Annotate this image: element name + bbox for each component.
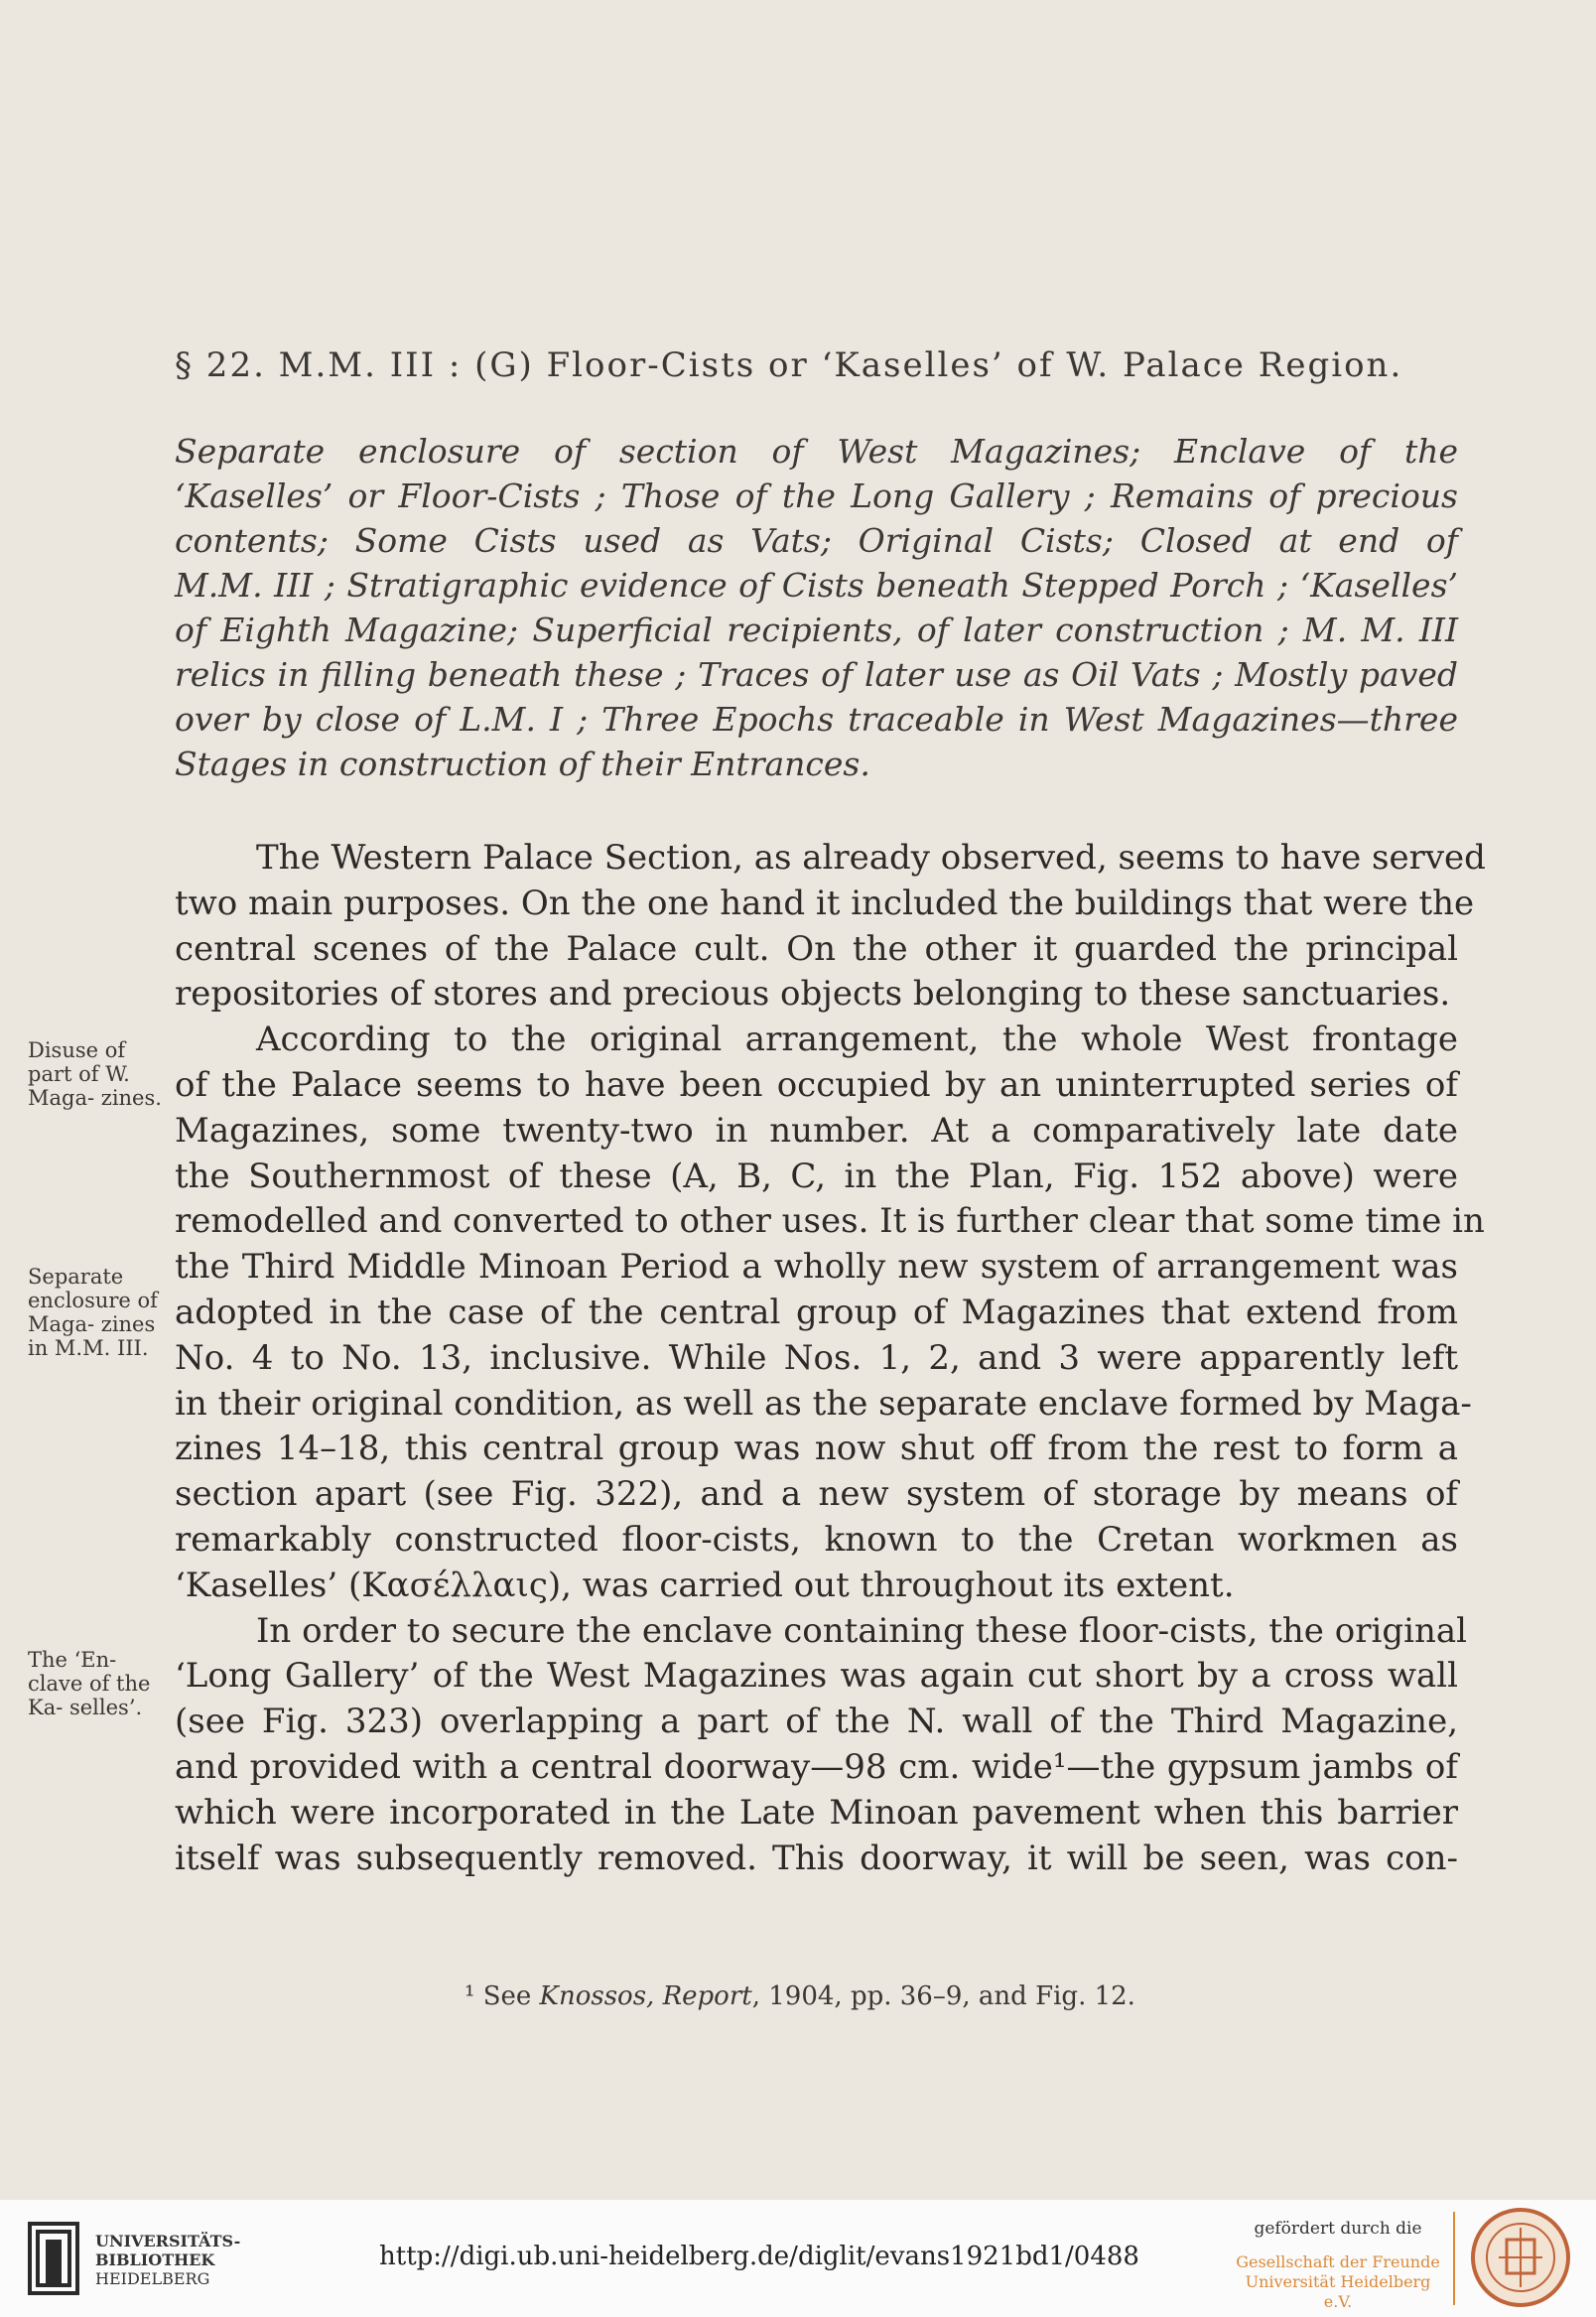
body-line: adopted in the case of the central group of Magazines that extend from [175,1292,1458,1332]
body-line: Magazines, some twenty-two in number. At a comparatively late date [175,1110,1458,1151]
body-line: ‘Kaselles’ (Κασέλλαις), was carried out throughout its extent. [175,1565,1235,1605]
body-line: the Third Middle Minoan Period a wholly new system of arrangement was [175,1247,1458,1288]
body-line: zines 14–18, this central group was now shut off from the rest to form a [175,1429,1458,1469]
footnote-prefix: ¹ See [465,1981,540,2011]
summary-line: M.M. III ; Stratigraphic evidence of Cists beneath Stepped Porch ; ‘Kaselles’ [175,566,1458,605]
margin-note: The ‘En- clave of the Ka- selles’. [28,1648,151,1719]
body-line: the Southernmost of these (A, B, C, in the Plan, Fig. 152 above) were [175,1156,1458,1196]
body-line: repositories of stores and precious objects belonging to these sanctuaries. [175,974,1451,1015]
library-name-line: HEIDELBERG [95,2269,210,2288]
library-name-line: UNIVERSITÄTS- [95,2232,241,2250]
summary-line: relics in filling beneath these ; Traces of later use as Oil Vats ; Mostly paved [175,655,1458,694]
body-line: two main purposes. On the one hand it included the buildings that were the [175,883,1475,923]
body-line: remarkably constructed floor-cists, known to the Cretan workmen as [175,1519,1458,1560]
section-summary [175,429,1458,786]
footnote-work: Knossos, Report [539,1981,752,2011]
body-line: which were incorporated in the Late Minoan pavement when this barrier [175,1792,1458,1833]
body-line: (see Fig. 323) overlapping a part of the N. wall of the Third Magazine, [175,1702,1458,1742]
body-line: According to the original arrangement, the whole West frontage [256,1020,1458,1060]
body-line: of the Palace seems to have been occupied by an uninterrupted series of [175,1064,1458,1105]
body-line: itself was subsequently removed. This doorway, it will be seen, was con- [175,1838,1458,1878]
university-seal-icon [1469,2206,1572,2309]
margin-note: Disuse of part of W. Maga- zines. [28,1038,162,1110]
body-line: No. 4 to No. 13, inclusive. While Nos. 1, 2, and 3 were apparently left [175,1337,1458,1378]
margin-note: Separate enclosure of Maga- zines in M.M. III. [28,1265,158,1360]
permalink[interactable]: http://digi.ub.uni-heidelberg.de/diglit/evans1921bd1/0488 [379,2242,1139,2271]
sponsor-block [1229,2219,1447,2312]
sponsor-label: gefördert durch die [1254,2219,1422,2239]
footer-divider [1453,2212,1455,2305]
body-line: The Western Palace Section, as already observed, seems to have served [256,838,1486,878]
body-line: central scenes of the Palace cult. On the other it guarded the principal [175,928,1458,969]
library-logo-icon [24,2220,83,2297]
summary-line: contents; Some Cists used as Vats; Original Cists; Closed at end of [175,521,1458,560]
body-line: section apart (see Fig. 322), and a new system of storage by means of [175,1474,1458,1515]
summary-line: of Eighth Magazine; Superficial recipients, of later construction ; M. M. III [175,611,1458,649]
body-line: in their original condition, as well as the separate enclave formed by Maga- [175,1383,1472,1424]
footnote-rest: , 1904, pp. 36–9, and Fig. 12. [751,1981,1135,2011]
summary-line: ‘Kaselles’ or Floor-Cists ; Those of the Long Gallery ; Remains of precious [175,477,1458,515]
summary-line: Separate enclosure of section of West Magazines; Enclave of the [175,432,1458,471]
summary-line: Stages in construction of their Entrances. [175,745,870,783]
body-text [175,836,1486,1881]
body-line: remodelled and converted to other uses. It is further clear that some time in [175,1201,1485,1242]
body-line: In order to secure the enclave containing these floor-cists, the original [256,1610,1467,1651]
summary-line: over by close of L.M. I ; Three Epochs traceable in West Magazines—three [175,700,1458,739]
footnote [465,1981,1358,2011]
body-line: ‘Long Gallery’ of the West Magazines was again cut short by a cross wall [175,1656,1458,1697]
library-name-line: BIBLIOTHEK [95,2250,215,2269]
section-heading: § 22. M.M. III : (G) Floor-Cists or ‘Kaselles’ of W. Palace Region. [175,345,1403,385]
library-name [95,2232,240,2288]
sponsor-org-line: Universität Heidelberg e.V. [1245,2272,1431,2311]
sponsor-org [1229,2252,1447,2312]
body-line: and provided with a central doorway—98 cm. wide¹—the gypsum jambs of [175,1746,1458,1787]
sponsor-org-line: Gesellschaft der Freunde [1236,2252,1440,2271]
